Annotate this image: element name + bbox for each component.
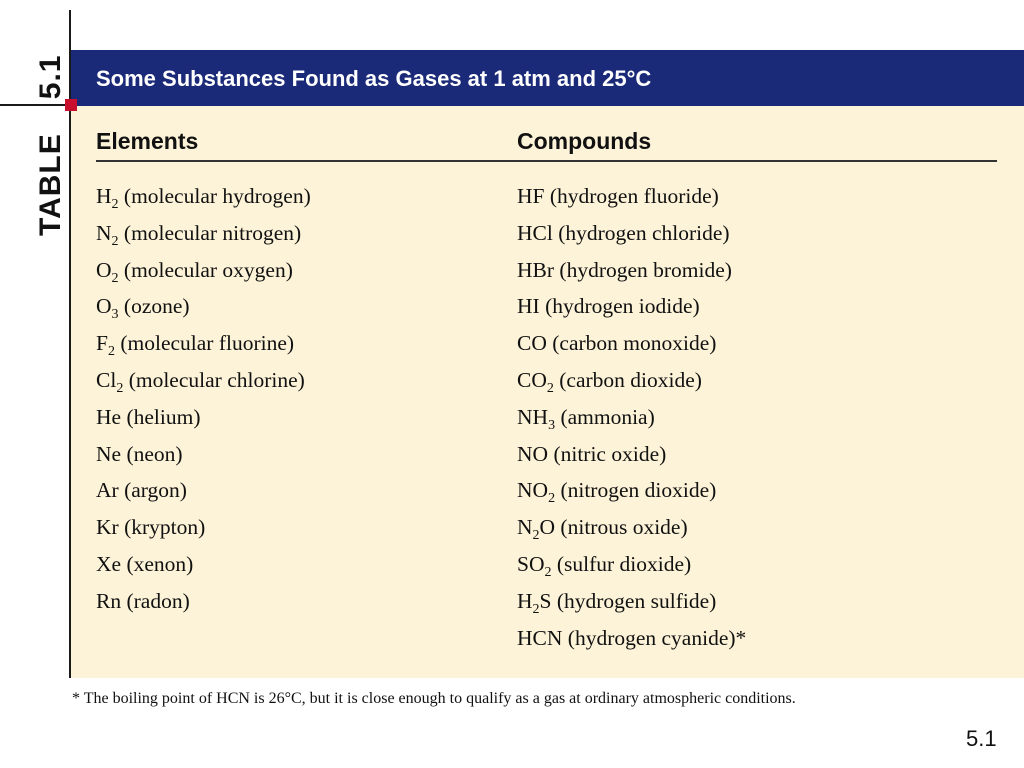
compound-row: $N_2O$ (nitrous oxide) <box>517 515 688 544</box>
compound-row: $NO_2$ (nitrogen dioxide) <box>517 478 717 507</box>
element-row: $Cl_2$ (molecular chlorine) <box>96 367 305 396</box>
element-row: Xe (xenon) <box>96 551 194 576</box>
compound-row: HCN (hydrogen cyanide)* <box>517 625 747 650</box>
element-row: He (helium) <box>96 404 201 429</box>
element-row: Rn (radon) <box>96 588 190 613</box>
compound-row: HI (hydrogen iodide) <box>517 294 700 319</box>
compound-row: HCl (hydrogen chloride) <box>517 220 730 245</box>
element-row: Kr (krypton) <box>96 515 206 540</box>
compound-row: NO (nitric oxide) <box>517 441 667 466</box>
element-row: $N_2$ (molecular nitrogen) <box>96 220 302 249</box>
element-row: $O_3$ (ozone) <box>96 294 190 323</box>
table-tag-number: 5.1 <box>34 54 67 100</box>
compound-row: $H_2S$ (hydrogen sulfide) <box>517 588 717 617</box>
table-title: Some Substances Found as Gases at 1 atm and 25°C <box>96 66 652 91</box>
compounds-list <box>517 182 746 660</box>
table-tag <box>36 55 66 236</box>
header-rule <box>96 160 997 162</box>
compound-row: HBr (hydrogen bromide) <box>517 257 732 282</box>
element-row: $O_2$ (molecular oxygen) <box>96 257 293 286</box>
element-row: Ne (neon) <box>96 441 183 466</box>
compound-row: HF (hydrogen fluoride) <box>517 184 719 208</box>
compound-row: $NH_3$ (ammonia) <box>517 404 655 433</box>
element-row: $F_2$ (molecular fluorine) <box>96 331 295 360</box>
slide-number: 5.1 <box>966 726 997 751</box>
table-tag-label: TABLE <box>34 133 67 236</box>
elements-list <box>96 182 311 624</box>
compound-row: $CO_2$ (carbon dioxide) <box>517 367 702 396</box>
compound-row: CO (carbon monoxide) <box>517 331 717 356</box>
compound-row: $SO_2$ (sulfur dioxide) <box>517 551 692 580</box>
elements-header: Elements <box>96 128 199 154</box>
element-row: Ar (argon) <box>96 478 187 503</box>
corner-marker <box>65 99 77 111</box>
footnote: * The boiling point of HCN is 26°C, but it is close enough to qualify as a gas at ordinary atmospheric conditions. <box>72 690 796 707</box>
compounds-header: Compounds <box>517 128 652 154</box>
element-row: $H_2$ (molecular hydrogen) <box>96 184 311 212</box>
